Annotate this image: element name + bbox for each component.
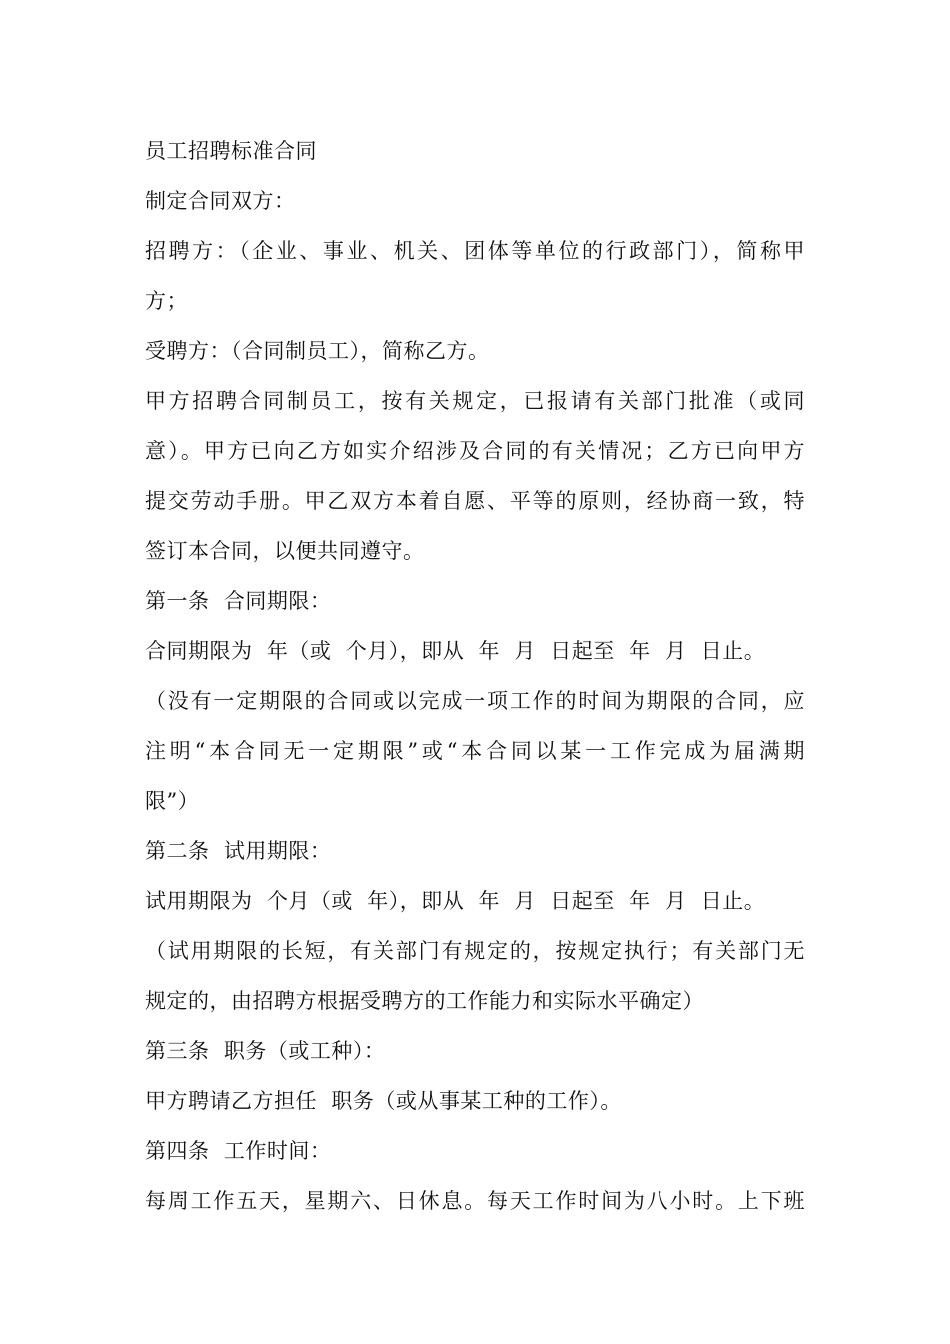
document-title: 员工招聘标准合同 bbox=[145, 139, 317, 163]
article-4-heading: 第四条 工作时间： bbox=[145, 1139, 332, 1163]
employee-line: 受聘方：（合同制员工），简称乙方。 bbox=[145, 339, 490, 363]
article-3-heading: 第三条 职务（或工种）： bbox=[145, 1039, 386, 1063]
preamble-line-3: 提交劳动手册。甲乙双方本着自愿、平等的原则，经协商一致，特 bbox=[145, 489, 805, 513]
article-2-term: 试用期限为 个月（或 年），即从 年 月 日起至 年 月 日止。 bbox=[145, 889, 766, 913]
employer-line-cont: 方； bbox=[145, 289, 188, 313]
employer-line: 招聘方：（企业、事业、机关、团体等单位的行政部门），简称甲 bbox=[145, 239, 805, 263]
preamble-line-1: 甲方招聘合同制员工，按有关规定，已报请有关部门批准（或同 bbox=[145, 389, 805, 413]
preamble-line-2: 意）。甲方已向乙方如实介绍涉及合同的有关情况；乙方已向甲方 bbox=[145, 439, 805, 463]
article-1-term: 合同期限为 年（或 个月），即从 年 月 日起至 年 月 日止。 bbox=[145, 639, 766, 663]
article-1-note-1: （没有一定期限的合同或以完成一项工作的时间为期限的合同，应 bbox=[145, 689, 805, 713]
article-4-body: 每周工作五天，星期六、日休息。每天工作时间为八小时。上下班 bbox=[145, 1189, 805, 1213]
article-3-body: 甲方聘请乙方担任 职务（或从事某工种的工作）。 bbox=[145, 1089, 622, 1113]
article-2-note-2: 规定的，由招聘方根据受聘方的工作能力和实际水平确定） bbox=[145, 989, 704, 1013]
article-2-heading: 第二条 试用期限： bbox=[145, 839, 332, 863]
article-1-note-3: 限”） bbox=[145, 789, 200, 813]
article-1-note-2: 注明“本合同无一定期限”或“本合同以某一工作完成为届满期 bbox=[145, 739, 805, 763]
parties-heading: 制定合同双方： bbox=[145, 189, 296, 213]
article-2-note-1: （试用期限的长短，有关部门有规定的，按规定执行；有关部门无 bbox=[145, 939, 805, 963]
contract-body bbox=[145, 126, 805, 1226]
article-1-heading: 第一条 合同期限： bbox=[145, 589, 332, 613]
preamble-line-4: 签订本合同，以便共同遵守。 bbox=[145, 539, 425, 563]
